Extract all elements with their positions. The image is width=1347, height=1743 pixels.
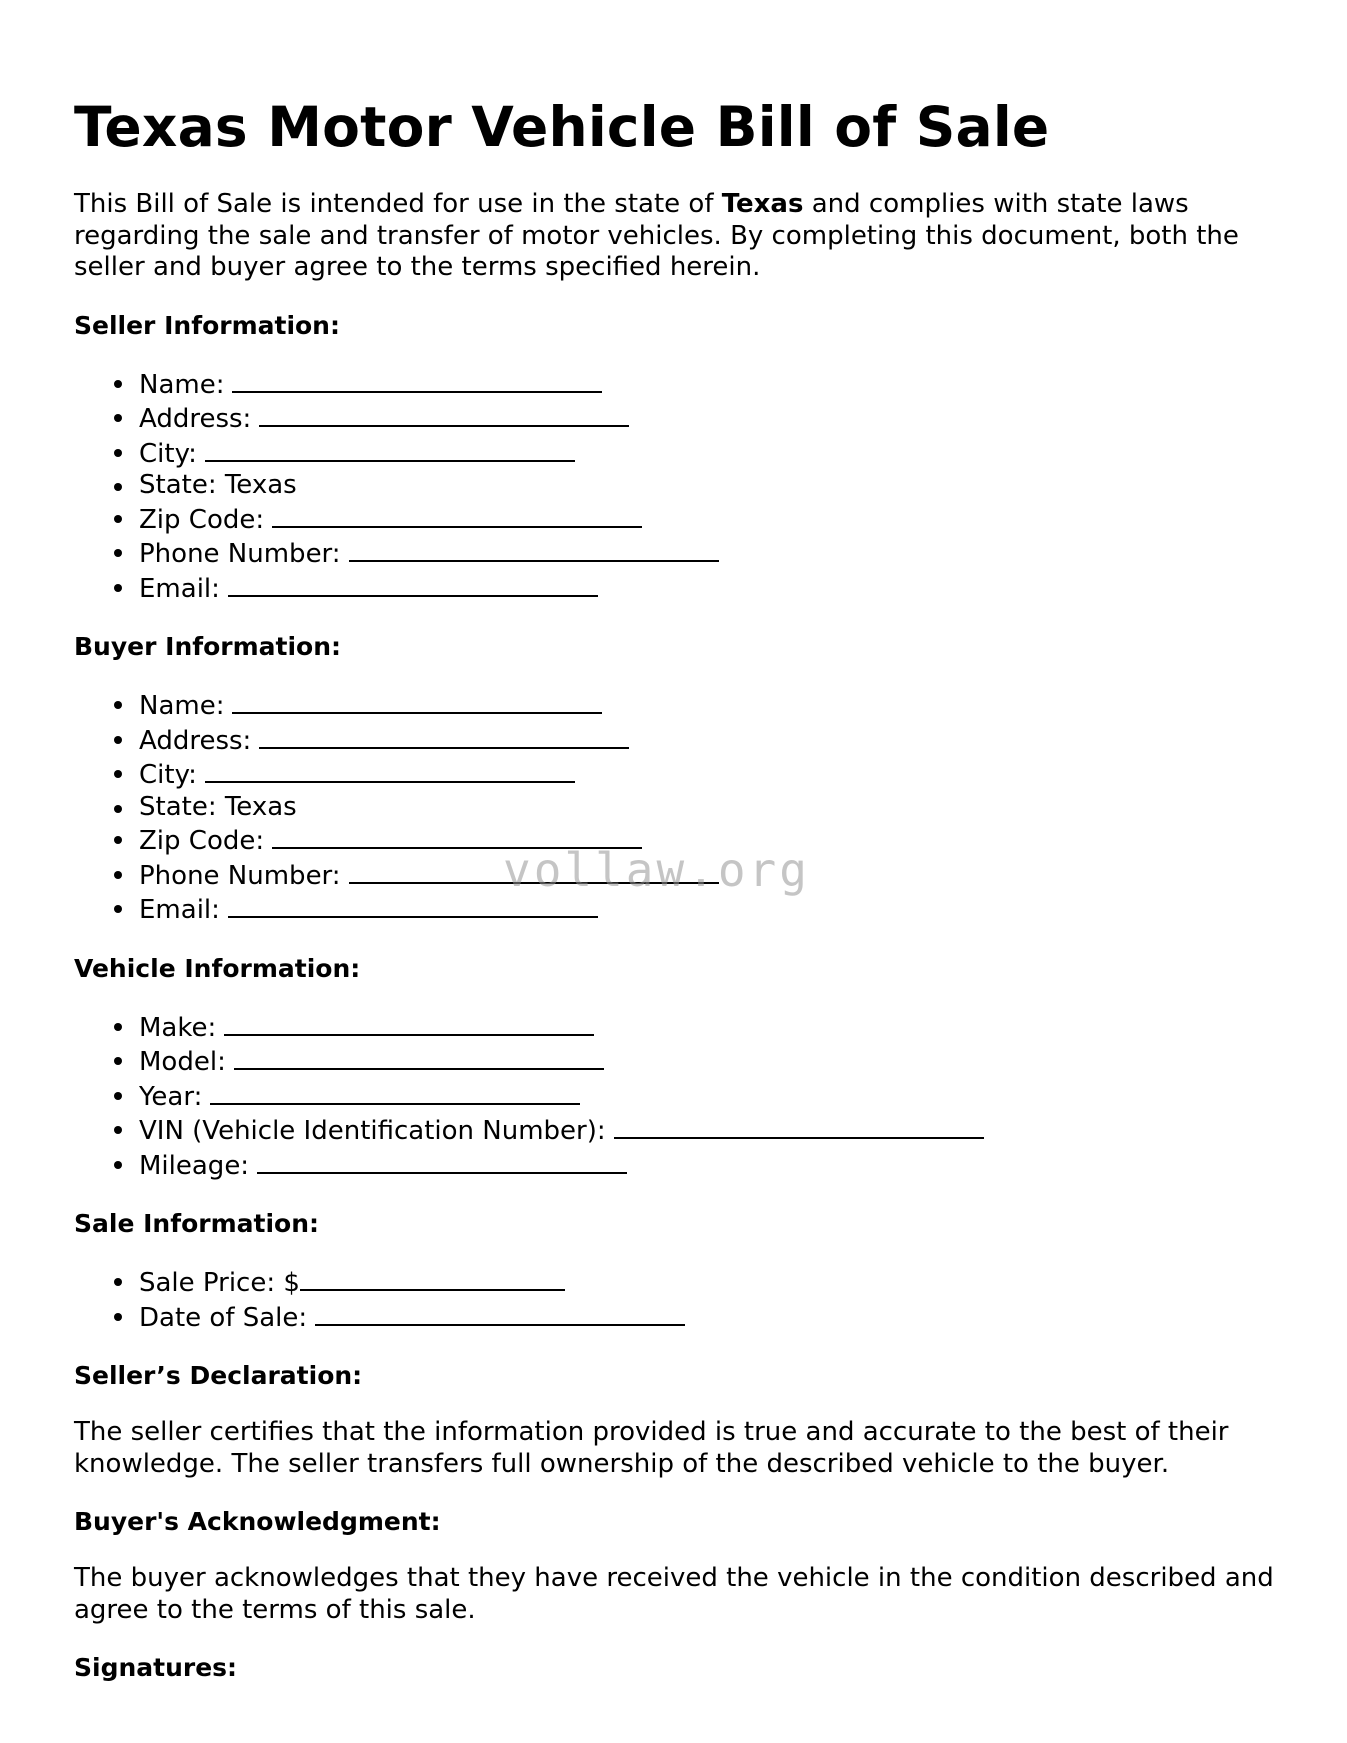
buyer-city-blank[interactable] [205,757,575,783]
seller-city-label: City: [139,438,197,469]
buyer-city-label: City: [139,760,197,790]
intro-paragraph [74,189,1274,284]
seller-city-blank[interactable] [205,436,575,462]
vehicle-make-blank[interactable] [224,1010,594,1036]
seller-declaration-text: The seller certifies that the information provided is true and accurate to the best of their knowledge. The seller transfers full ownership of the described vehicle to the buyer. [74,1417,1229,1479]
seller-heading: Seller Information: [74,310,340,340]
seller-fields [74,367,1274,606]
sale-date-label: Date of Sale: [139,1302,308,1333]
buyer-phone-label: Phone Number: [139,860,341,891]
vehicle-vin-field [114,1113,1274,1148]
seller-state-label: State: Texas [139,470,297,500]
buyer-address-blank[interactable] [259,723,629,749]
buyer-zip-field [114,823,1274,858]
vehicle-make-field [114,1010,1274,1045]
vehicle-year-label: Year: [139,1081,203,1112]
sale-fields [74,1265,1274,1334]
seller-declaration-heading: Seller’s Declaration: [74,1361,363,1390]
sale-price-field [114,1265,1274,1300]
vehicle-model-label: Model: [139,1047,226,1077]
seller-address-label: Address: [139,404,252,434]
intro-state: Texas [721,189,804,219]
seller-zip-label: Zip Code: [139,504,265,535]
seller-address-blank[interactable] [259,401,629,427]
seller-name-blank[interactable] [232,367,602,393]
document-page [74,0,1274,1683]
signatures-heading: Signatures: [74,1653,238,1682]
seller-name-field [114,367,1274,402]
sale-price-label: Sale Price: $ [139,1268,300,1298]
seller-phone-field [114,536,1274,571]
watermark-text: vollaw.org [503,843,810,897]
vehicle-model-field [114,1044,1274,1079]
sale-price-blank[interactable] [300,1265,565,1291]
seller-phone-blank[interactable] [349,536,719,562]
sale-date-blank[interactable] [315,1300,685,1326]
seller-state-field [114,470,1274,502]
document-title: Texas Motor Vehicle Bill of Sale [74,95,1050,159]
seller-email-blank[interactable] [228,571,598,597]
vehicle-mileage-field [114,1148,1274,1183]
vehicle-heading: Vehicle Information: [74,953,361,983]
vehicle-year-field [114,1079,1274,1114]
buyer-state-label: State: Texas [139,791,297,822]
buyer-fields [74,688,1274,927]
vehicle-fields [74,1010,1274,1183]
buyer-name-label: Name: [139,691,225,721]
buyer-phone-field [114,858,1274,893]
buyer-acknowledgment-heading: Buyer's Acknowledgment: [74,1507,441,1536]
vehicle-model-blank[interactable] [234,1044,604,1070]
seller-zip-blank[interactable] [272,502,642,528]
vehicle-vin-blank[interactable] [614,1113,984,1139]
seller-address-field [114,401,1274,436]
buyer-email-blank[interactable] [228,892,598,918]
seller-phone-label: Phone Number: [139,539,341,569]
buyer-phone-blank[interactable] [349,858,719,884]
buyer-heading: Buyer Information: [74,632,342,661]
buyer-email-field [114,892,1274,927]
buyer-email-label: Email: [139,895,220,925]
buyer-address-field [114,723,1274,758]
seller-zip-field [114,502,1274,537]
buyer-state-field [114,792,1274,824]
vehicle-mileage-label: Mileage: [139,1150,250,1181]
vehicle-make-label: Make: [139,1012,217,1043]
buyer-name-blank[interactable] [232,688,602,714]
intro-text-start: This Bill of Sale is intended for use in the state of [74,189,722,219]
buyer-acknowledgment-text: The buyer acknowledges that they have received the vehicle in the condition described and agree to the terms of this sale. [74,1563,1274,1625]
buyer-zip-blank[interactable] [272,823,642,849]
vehicle-year-blank[interactable] [210,1079,580,1105]
sale-heading: Sale Information: [74,1209,319,1238]
seller-email-label: Email: [139,573,220,604]
buyer-address-label: Address: [139,725,252,756]
buyer-name-field [114,688,1274,723]
buyer-city-field [114,757,1274,792]
vehicle-vin-label: VIN (Vehicle Identification Number): [139,1116,606,1146]
seller-email-field [114,571,1274,606]
vehicle-mileage-blank[interactable] [257,1148,627,1174]
sale-date-field [114,1300,1274,1335]
intro-text-end: and complies with state laws regarding the sale and transfer of motor vehicles. By completing this document, both the seller and buyer agree to the terms specified herein. [74,189,1239,282]
seller-city-field [114,436,1274,471]
seller-name-label: Name: [139,369,225,400]
buyer-zip-label: Zip Code: [139,826,265,856]
